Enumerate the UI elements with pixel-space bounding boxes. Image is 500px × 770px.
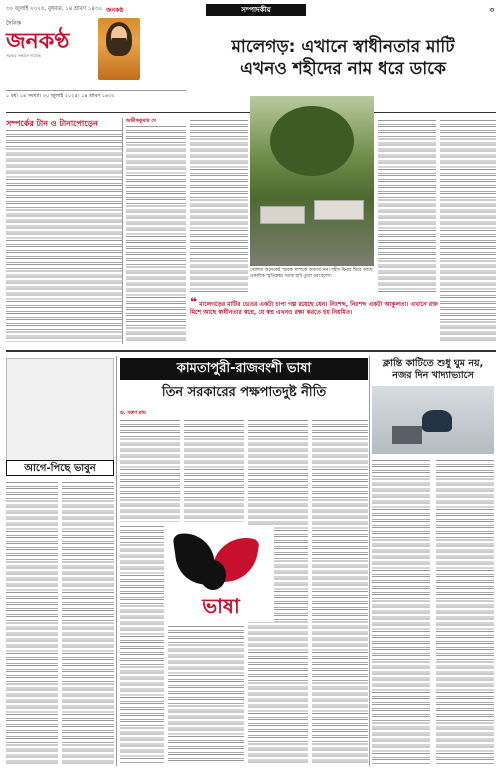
column-rule: [122, 118, 123, 344]
left-box-title: আগে-পিছে ভাবুন: [6, 460, 114, 476]
kamta-col1-top: [120, 420, 180, 522]
photo-caption: জেলায় অনেকেই স্মারক সম্পর্কে অবগত নন। শহীদ মিনার ঘিরে আছে একাধিক স্মৃতিস্তম্ভ। আজ ছবি তুলে ধরা হলো।: [250, 268, 373, 279]
memorial-photo: [250, 96, 374, 266]
side-article: [372, 358, 494, 454]
lead-headline: [190, 36, 496, 80]
tree-shape: [270, 106, 354, 176]
masthead: [6, 18, 186, 108]
person-shape: [422, 410, 452, 432]
divider-bottom: [6, 350, 496, 352]
side-article-title: ক্লান্তি কাটিতে শুধু ঘুম নয়, নজর দিন খাদ্যাভ্যাসে: [382, 358, 484, 381]
top-bar: [6, 4, 494, 16]
pull-quote: [190, 295, 448, 317]
kamtapuri-title: কামতাপুরী-রাজবংশী ভাষা: [120, 358, 368, 380]
language-illustration: [168, 526, 274, 622]
laptop-shape: [392, 426, 422, 444]
kamta-col4: [312, 420, 368, 764]
left-box-body-col1: [6, 482, 58, 764]
kamta-col1-bottom: [120, 526, 164, 764]
left-article-body: [6, 130, 122, 342]
section-label: সম্পাদকীয়: [206, 4, 306, 16]
logo-prefix: দৈনিক: [6, 20, 22, 27]
left-box: [6, 358, 114, 478]
left-article-subhead: সম্পর্কের টান ও টানাপোড়েন: [6, 119, 98, 128]
language-illustration-word: ভাষা: [202, 594, 240, 618]
lead-body-col4: [440, 120, 496, 342]
lead-headline-line2: এখনও শহীদের নাম ধরে ডাকে: [240, 59, 446, 79]
lead-body-col3: [378, 120, 436, 294]
memorial-stone-right: [314, 200, 364, 220]
page-number: ৩: [489, 6, 494, 14]
side-article-col2: [436, 460, 494, 764]
memorial-stone-left: [260, 206, 305, 224]
kamtapuri-subtitle: তিন সরকারের পক্ষপাতদুষ্ট নীতি: [161, 385, 327, 400]
newspaper-logo: জনকণ্ঠ: [6, 28, 70, 54]
brand-small: জনকণ্ঠ: [106, 6, 124, 14]
lead-headline-line1: মালেগড়: এখানে স্বাধীনতার মাটি: [231, 37, 455, 57]
kamta-col2-bottom: [168, 626, 244, 764]
tagline: সত্যের সন্ধানে দায়বদ্ধ: [6, 53, 41, 58]
lead-body-col1: [126, 126, 186, 342]
author-portrait: [98, 18, 140, 80]
lead-body-col2: [190, 120, 248, 294]
left-box-frame: [6, 358, 114, 468]
quote-icon: ❝: [190, 295, 198, 309]
lead-byline: অভীককুমার দে: [126, 118, 156, 124]
side-article-col1: [372, 460, 430, 764]
column-rule: [116, 356, 117, 766]
kamtapuri-author: ড. বরুণ রায়: [120, 410, 146, 416]
issue-date: ৩০ জুলাই ২০২৫, বুধবার, ১৪ শ্রাবণ ১৪৩২: [6, 6, 103, 12]
pull-quote-text: মালেগড়ের মাটির ভেতর একটা চাপা গল্প রয়েছে যেন। নিঃশব্দ, নিঃশব্দ একটা আকুলতা। এখানে রক্ত মিশে আছে স্বাধীনতার স্বপ্নে, যে স্বপ্ন এখনও রক্ষা করতে হয় নিয়মিত।: [190, 301, 438, 316]
left-box-body-col2: [62, 482, 114, 764]
issue-dateline: ১ বর্ষ। ১৪ সংখ্যা। ৩০ জুলাই ২০২৫। ১৪ শ্রাবণ ১৪৩২: [6, 90, 186, 101]
tired-person-photo: [372, 386, 494, 454]
column-rule: [369, 356, 370, 766]
kamta-col2-top: [184, 420, 244, 522]
